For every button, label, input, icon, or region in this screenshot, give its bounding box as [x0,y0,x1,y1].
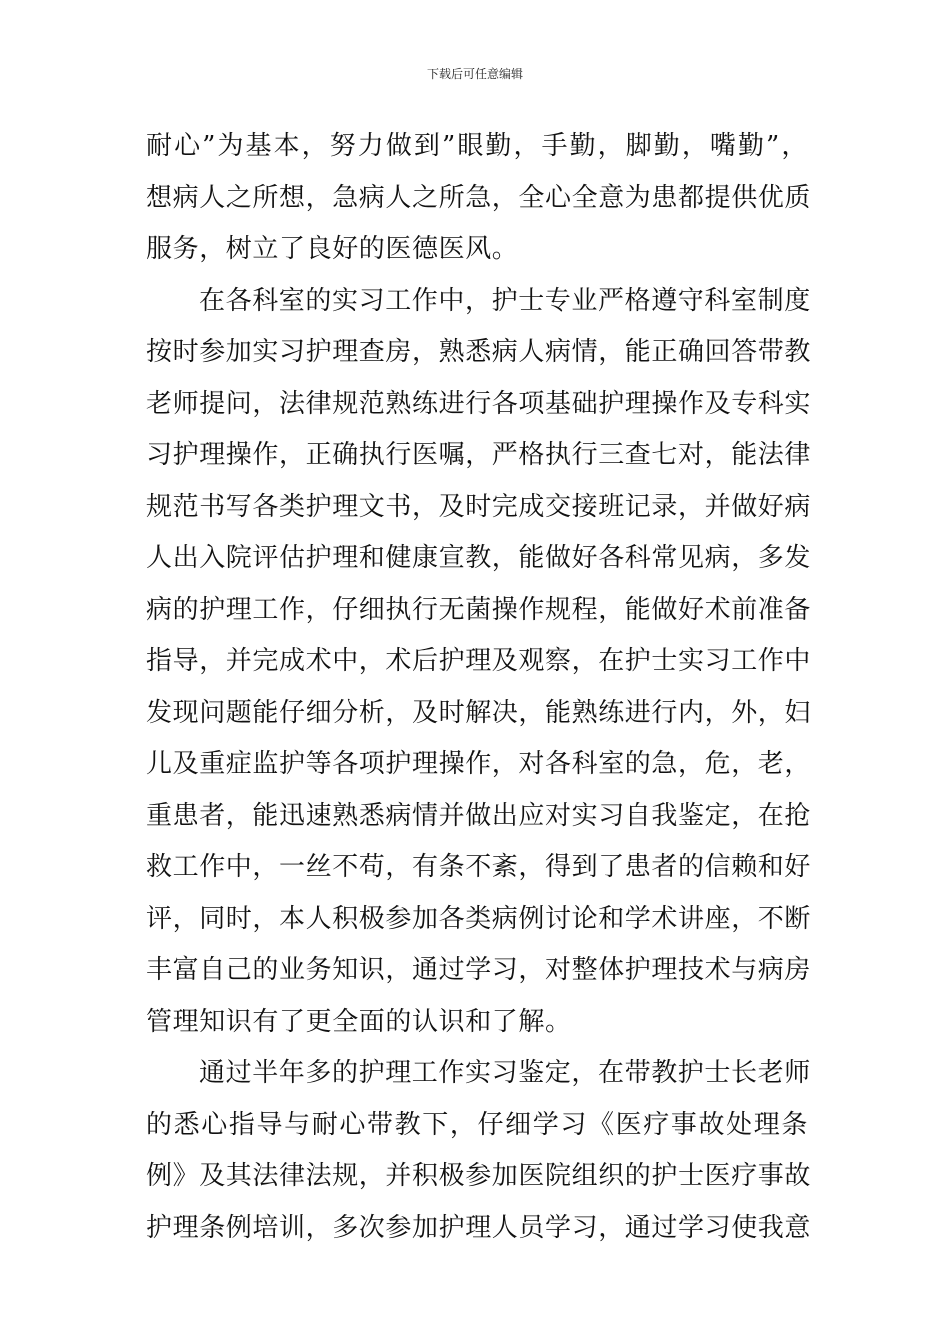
page-header: 下载后可任意编辑 [426,67,523,81]
text-line: 重患者，能迅速熟悉病情并做出应对实习自我鉴定，在抢 [146,800,812,831]
text-line: 耐心”为基本，努力做到”眼勤，手勤，脚勤，嘴勤”， [146,131,808,161]
text-line: 的悉心指导与耐心带教下，仔细学习《医疗事故处理条 [146,1109,808,1140]
text-line: 管理知识有了更全面的认识和了解。 [146,1006,572,1037]
paragraph [146,121,812,276]
text-line: 丰富自己的业务知识，通过学习，对整体护理技术与病房 [146,955,812,985]
text-line: 病的护理工作，仔细执行无菌操作规程，能做好术前准备 [146,594,812,625]
text-line: 评，同时，本人积极参加各类病例讨论和学术讲座，不断 [146,903,812,934]
text-line: 通过半年多的护理工作实习鉴定，在带教护士长老师 [199,1058,811,1088]
text-line: 护理条例培训，多次参加护理人员学习，通过学习使我意 [146,1212,812,1243]
text-line: 规范书写各类护理文书，及时完成交接班记录，并做好病 [146,491,812,522]
text-line: 人出入院评估护理和健康宣教，能做好各科常见病，多发 [146,543,812,573]
text-line: 发现问题能仔细分析，及时解决，能熟练进行内，外，妇 [146,697,812,728]
text-line: 按时参加实习护理查房，熟悉病人病情，能正确回答带教 [146,337,812,367]
text-line: 儿及重症监护等各项护理操作，对各科室的急，危，老， [146,749,812,779]
text-line: 老师提问，法律规范熟练进行各项基础护理操作及专科实 [146,388,812,419]
paragraph [146,276,812,1049]
text-line: 在各科室的实习工作中，护士专业严格遵守科室制度 [199,285,811,316]
text-line: 例》及其法律法规，并积极参加医院组织的护士医疗事故 [146,1161,812,1191]
text-line: 习护理操作，正确执行医嘱，严格执行三查七对，能法律 [146,440,812,470]
text-line: 指导，并完成术中，术后护理及观察，在护士实习工作中 [146,646,812,676]
document-body [146,121,812,1254]
paragraph [146,1048,812,1254]
text-line: 服务，树立了良好的医德医风。 [146,234,519,264]
text-line: 想病人之所想，急病人之所急，全心全意为患都提供优质 [146,182,812,213]
text-line: 救工作中，一丝不苟，有条不紊，得到了患者的信赖和好 [146,852,812,882]
